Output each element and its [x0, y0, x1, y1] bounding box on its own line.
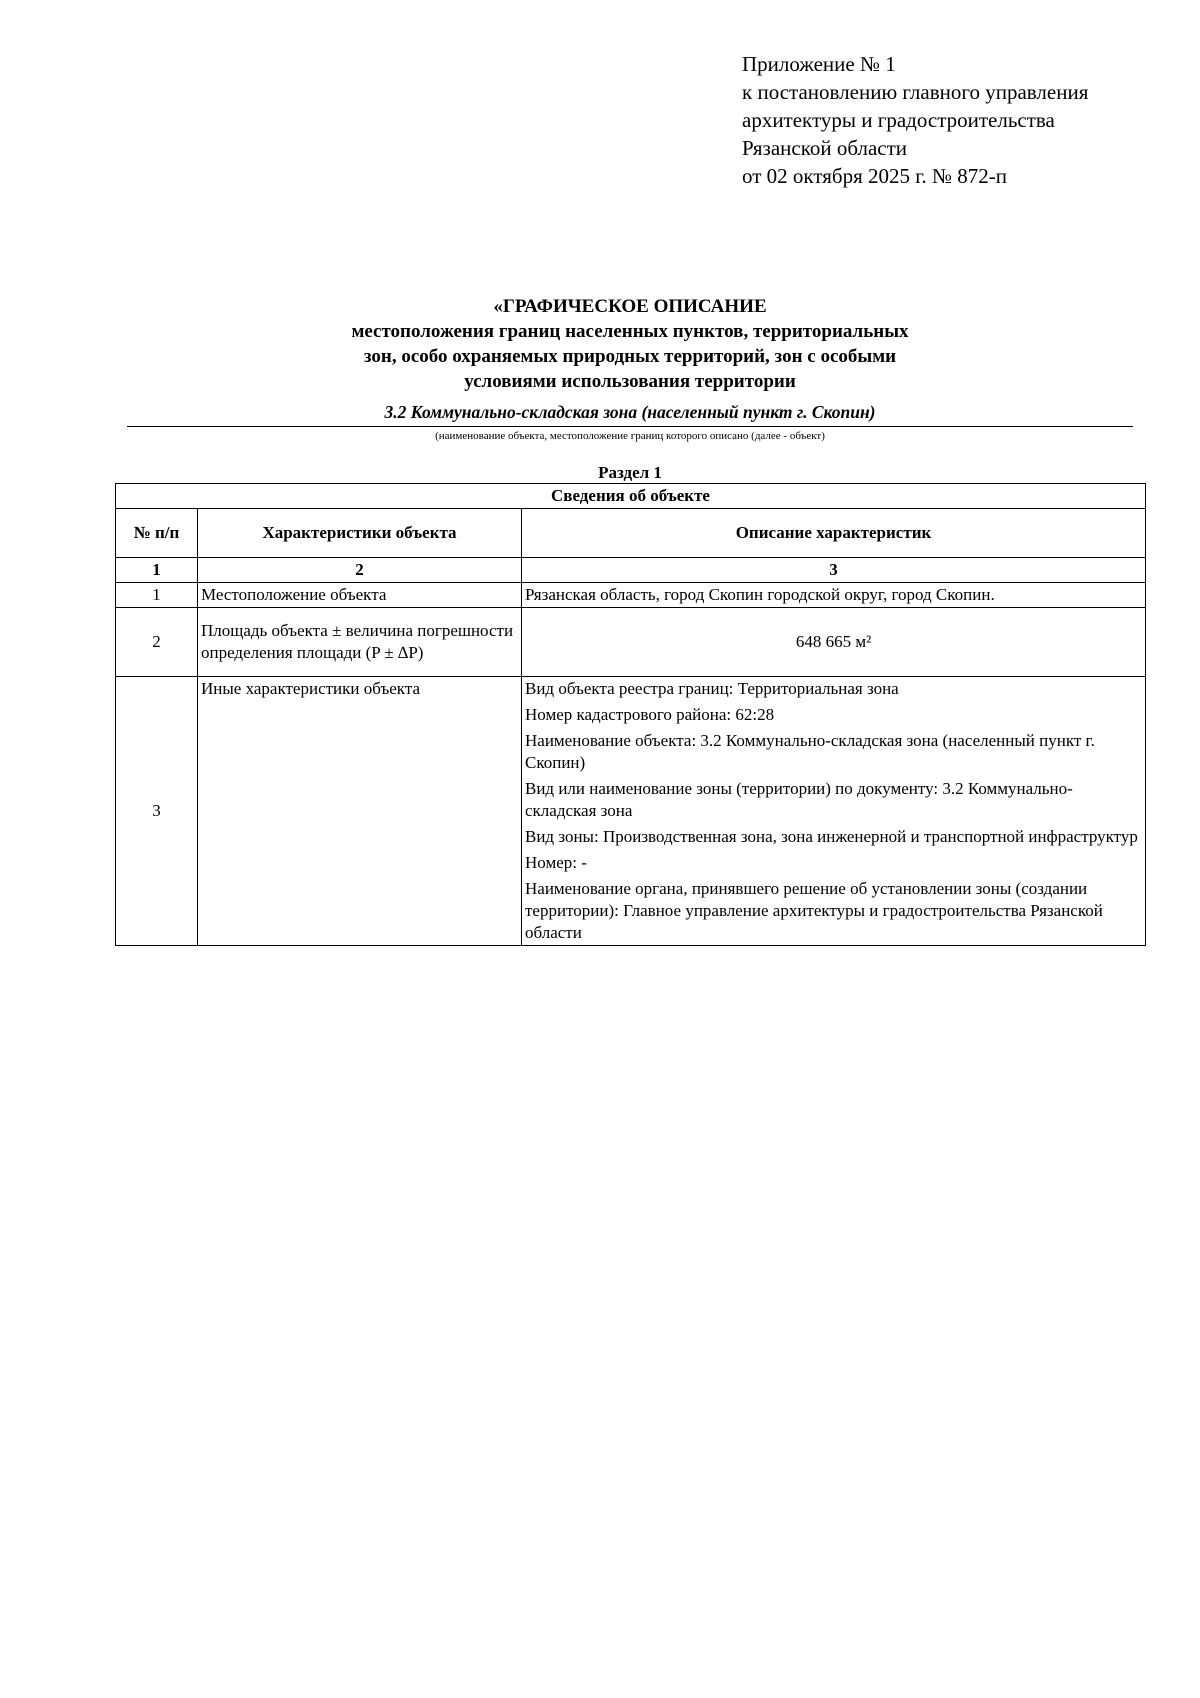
underline-divider — [127, 426, 1133, 427]
document-title — [0, 294, 1200, 394]
row-characteristic: Иные характеристики объекта — [198, 677, 522, 946]
table-row — [116, 608, 1146, 677]
appendix-line: Рязанской области — [742, 136, 908, 160]
row-description-list — [522, 677, 1146, 946]
row-num: 3 — [116, 677, 198, 946]
row-num: 1 — [116, 583, 198, 608]
description-line: Наименование объекта: 3.2 Коммунально-складская зона (населенный пункт г. Скопин) — [525, 731, 1095, 772]
object-info-table — [115, 483, 1146, 946]
object-name-caption: (наименование объекта, местоположение границ которого описано (далее - объект) — [435, 430, 825, 442]
header-num: № п/п — [116, 509, 198, 558]
description-line: Номер: - — [525, 853, 587, 872]
description-line: Вид объекта реестра границ: Территориальная зона — [525, 679, 899, 698]
row-description: Рязанская область, город Скопин городской округ, город Скопин. — [522, 583, 1146, 608]
object-name: 3.2 Коммунально-складская зона (населенный пункт г. Скопин) — [384, 402, 876, 422]
appendix-header — [742, 50, 1182, 190]
table-header-row — [116, 509, 1146, 558]
header-description: Описание характеристик — [522, 509, 1146, 558]
appendix-line: от 02 октября 2025 г. № 872-п — [742, 164, 1007, 188]
table-title: Сведения об объекте — [116, 484, 1146, 509]
row-characteristic: Площадь объекта ± величина погрешности определения площади (P ± ∆P) — [198, 608, 522, 677]
title-line: зон, особо охраняемых природных территорий, зон с особыми — [363, 346, 897, 367]
title-line: «ГРАФИЧЕСКОЕ ОПИСАНИЕ — [493, 296, 767, 317]
column-number: 1 — [116, 558, 198, 583]
table-row — [116, 583, 1146, 608]
row-characteristic: Местоположение объекта — [198, 583, 522, 608]
column-number: 2 — [198, 558, 522, 583]
title-line: условиями использования территории — [464, 371, 796, 392]
table-row — [116, 677, 1146, 946]
description-line: Наименование органа, принявшего решение об установлении зоны (создании территории): Главное управление архитектуры и градостроительства Рязанской области — [525, 879, 1103, 942]
appendix-line: архитектуры и градостроительства — [742, 108, 1055, 132]
description-line: Вид или наименование зоны (территории) по документу: 3.2 Коммунально-складская зона — [525, 779, 1073, 820]
column-number: 3 — [522, 558, 1146, 583]
section-title: Раздел 1 — [598, 463, 662, 482]
description-line: Номер кадастрового района: 62:28 — [525, 705, 775, 724]
description-line: Вид зоны: Производственная зона, зона инженерной и транспортной инфраструктур — [525, 827, 1138, 846]
row-description: 648 665 м² — [522, 608, 1146, 677]
title-line: местоположения границ населенных пунктов, территориальных — [351, 321, 909, 342]
table-title-row — [116, 484, 1146, 509]
appendix-line: к постановлению главного управления — [742, 80, 1089, 104]
column-number-row — [116, 558, 1146, 583]
row-num: 2 — [116, 608, 198, 677]
header-characteristic: Характеристики объекта — [198, 509, 522, 558]
appendix-line: Приложение № 1 — [742, 52, 896, 76]
